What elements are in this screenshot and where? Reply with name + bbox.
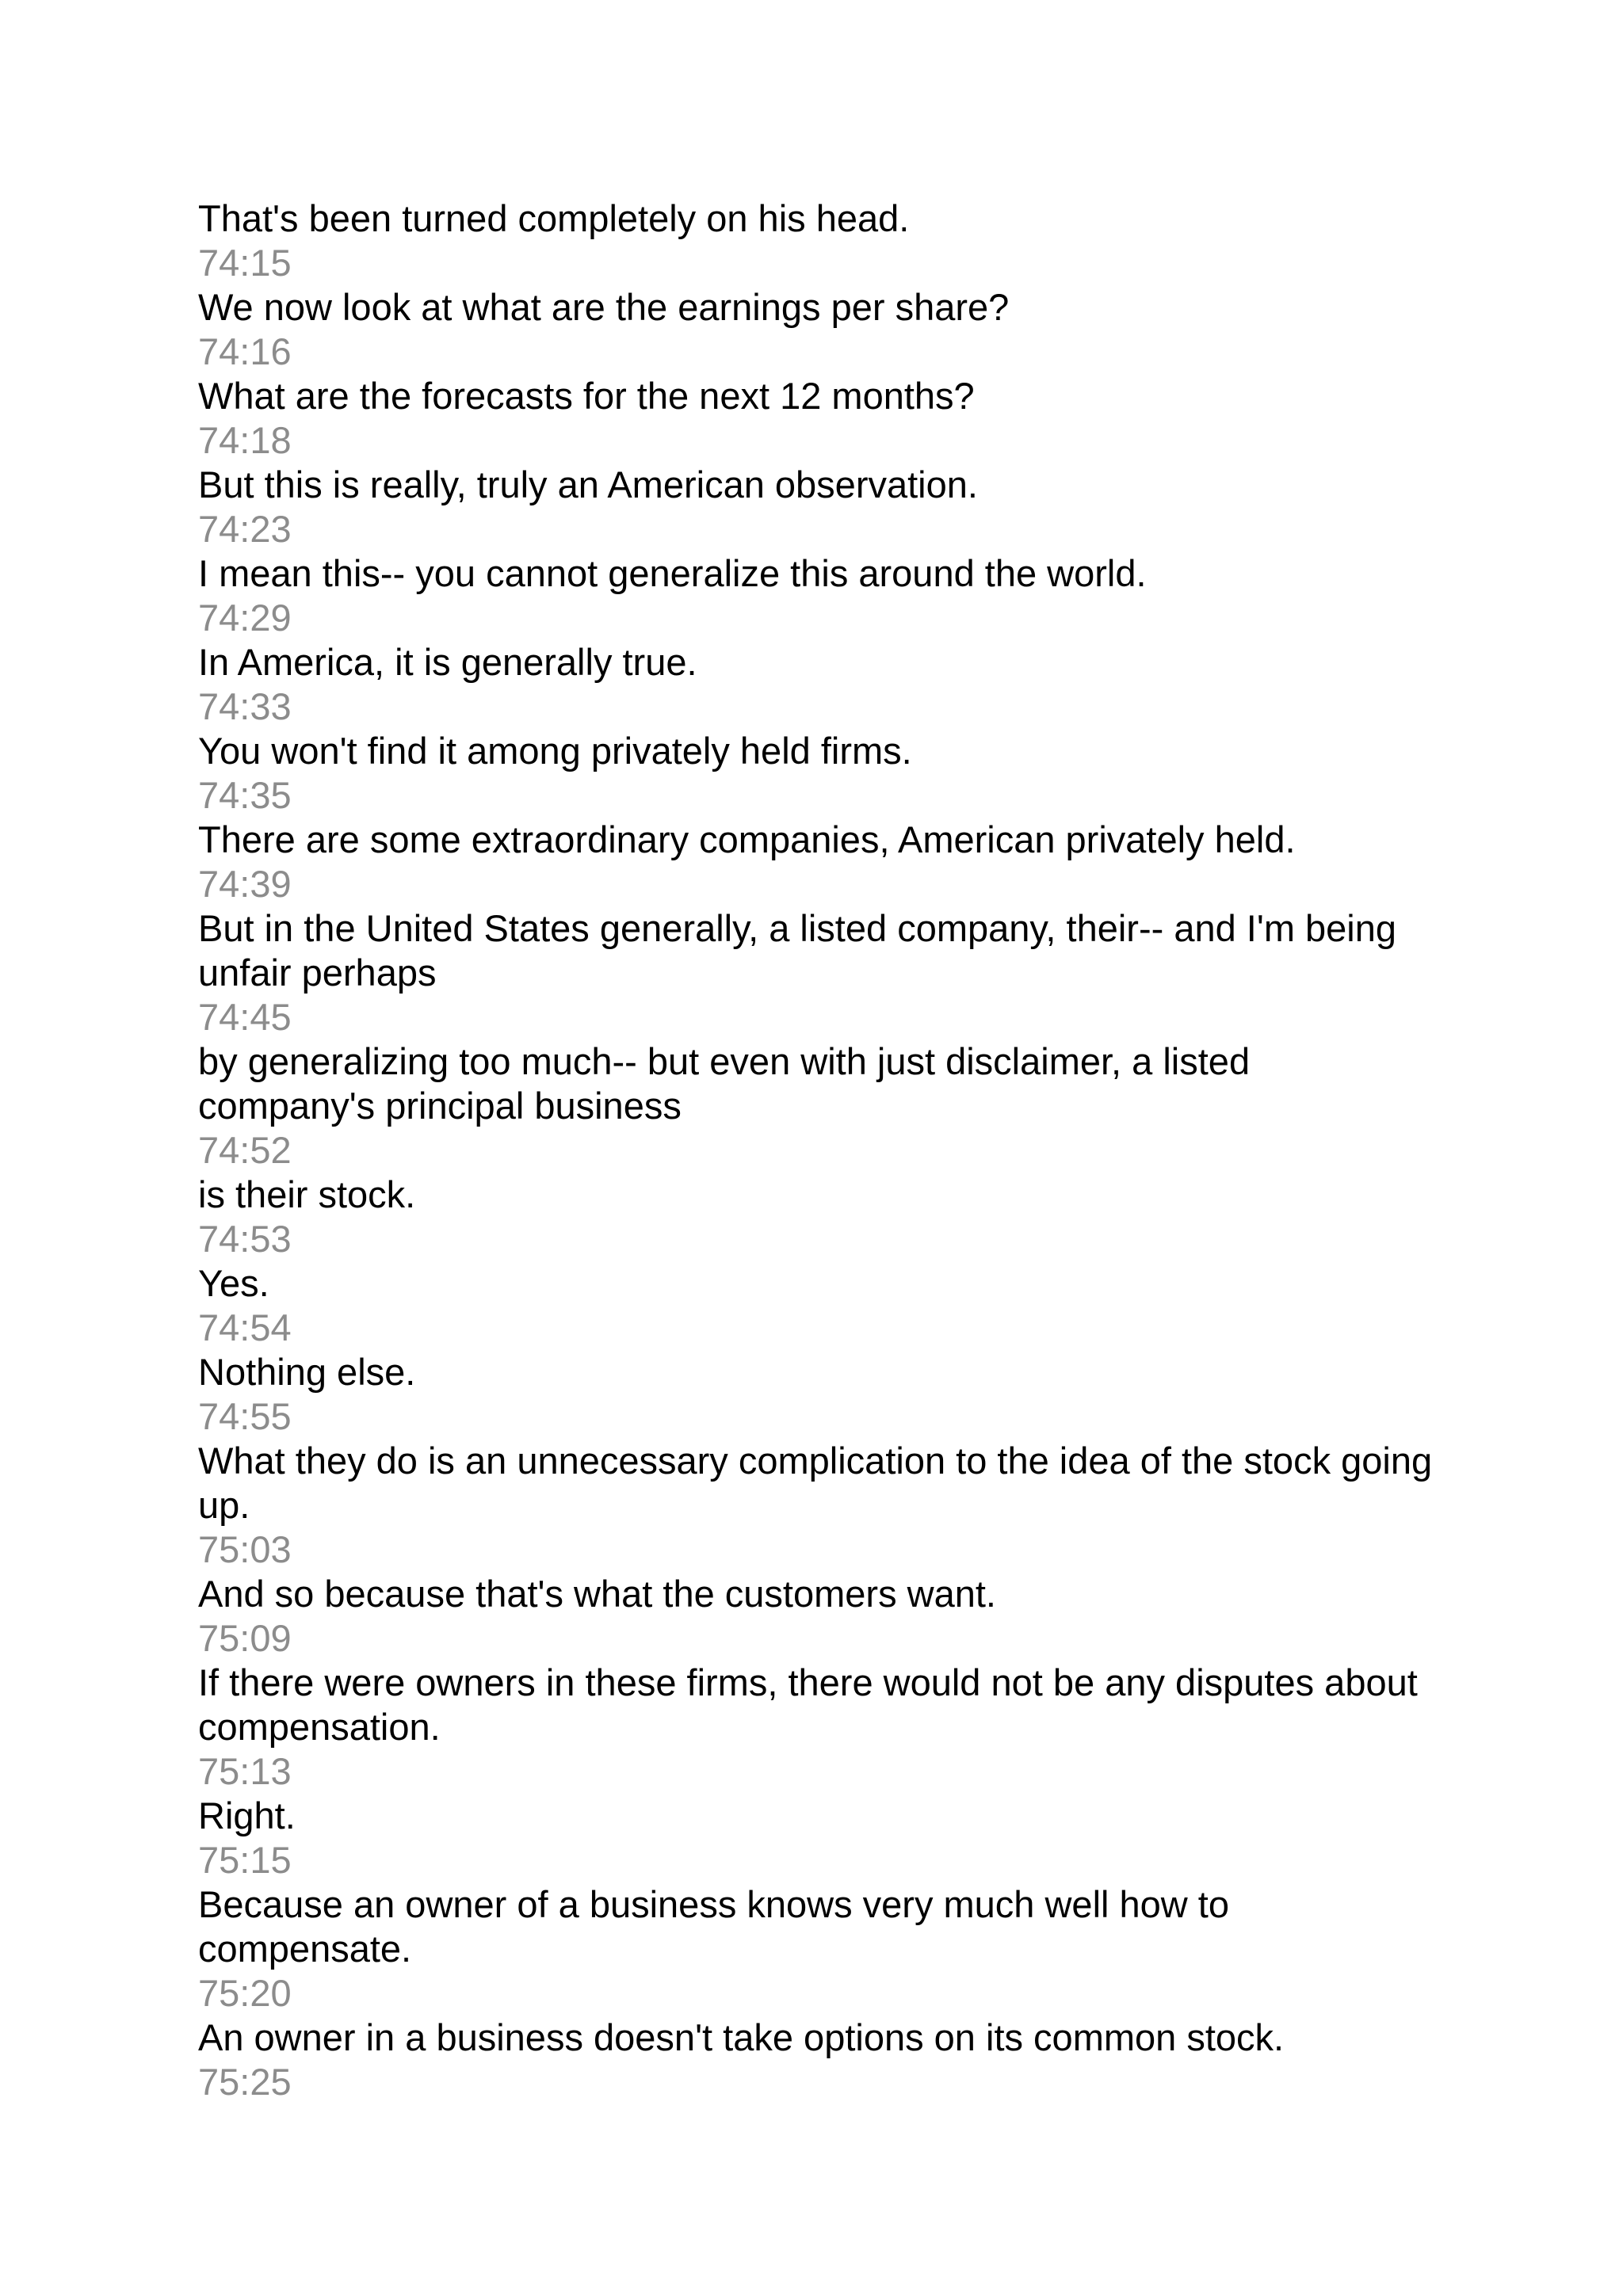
transcript-line-text: Right. [198,1794,296,1836]
transcript-line-text: If there were owners in these firms, there would not be any disputes about compensation. [198,1661,1418,1748]
transcript-line-text: That's been turned completely on his head. [198,197,910,239]
timestamp: 75:20 [198,1972,292,2014]
transcript-entry [198,374,1434,463]
transcript-entry [198,1261,1434,1350]
transcript-line-text: Because an owner of a business knows very much well how to compensate. [198,1883,1229,1970]
transcript-entry [198,729,1434,818]
transcript-line-text: You won't find it among privately held firms. [198,730,912,772]
transcript-line-text: But this is really, truly an American observation. [198,463,978,505]
timestamp: 75:25 [198,2061,292,2103]
transcript-entry [198,1661,1434,1794]
transcript-line-text: What are the forecasts for the next 12 months? [198,375,975,417]
transcript-entry [198,285,1434,374]
transcript-entry [198,1882,1434,2016]
transcript-entry [198,1439,1434,1572]
transcript-entry [198,1572,1434,1661]
transcript-line-text: There are some extraordinary companies, American privately held. [198,818,1296,860]
timestamp: 74:52 [198,1129,292,1171]
timestamp: 74:45 [198,996,292,1038]
timestamp: 74:23 [198,508,292,550]
transcript-entry [198,463,1434,551]
timestamp: 74:16 [198,330,292,372]
transcript-line-text: Yes. [198,1262,269,1304]
transcript-entry [198,1350,1434,1439]
transcript-entry [198,906,1434,1039]
transcript-line-text: An owner in a business doesn't take options on its common stock. [198,2016,1285,2058]
timestamp: 75:09 [198,1617,292,1659]
transcript-entry [198,1173,1434,1261]
transcript-entry [198,1794,1434,1882]
timestamp: 74:55 [198,1395,292,1437]
transcript-line-text: by generalizing too much-- but even with just disclaimer, a listed company's principal business [198,1040,1251,1127]
timestamp: 74:39 [198,863,292,905]
transcript-line-text: We now look at what are the earnings per share? [198,286,1010,328]
transcript-line-text: I mean this-- you cannot generalize this around the world. [198,552,1147,594]
transcript-entry [198,640,1434,729]
transcript-entry [198,551,1434,640]
transcript-entry [198,2016,1434,2104]
timestamp: 74:53 [198,1218,292,1260]
timestamp: 74:29 [198,597,292,639]
timestamp: 74:18 [198,419,292,461]
transcript-line-text: What they do is an unnecessary complication to the idea of the stock going up. [198,1440,1433,1526]
transcript-line-text: But in the United States generally, a listed company, their-- and I'm being unfair perhaps [198,907,1397,994]
timestamp: 74:35 [198,774,292,816]
timestamp: 74:54 [198,1306,292,1348]
transcript-entry [198,818,1434,906]
timestamp: 75:13 [198,1750,292,1792]
transcript-line-text: And so because that's what the customers want. [198,1573,996,1615]
timestamp: 74:33 [198,685,292,727]
transcript-entry [198,196,1434,285]
transcript-line-text: In America, it is generally true. [198,641,697,683]
timestamp: 75:15 [198,1839,292,1881]
transcript-entry [198,1039,1434,1173]
transcript-line-text: is their stock. [198,1173,416,1215]
transcript [198,196,1434,2104]
timestamp: 74:15 [198,242,292,284]
transcript-line-text: Nothing else. [198,1351,416,1393]
timestamp: 75:03 [198,1528,292,1570]
